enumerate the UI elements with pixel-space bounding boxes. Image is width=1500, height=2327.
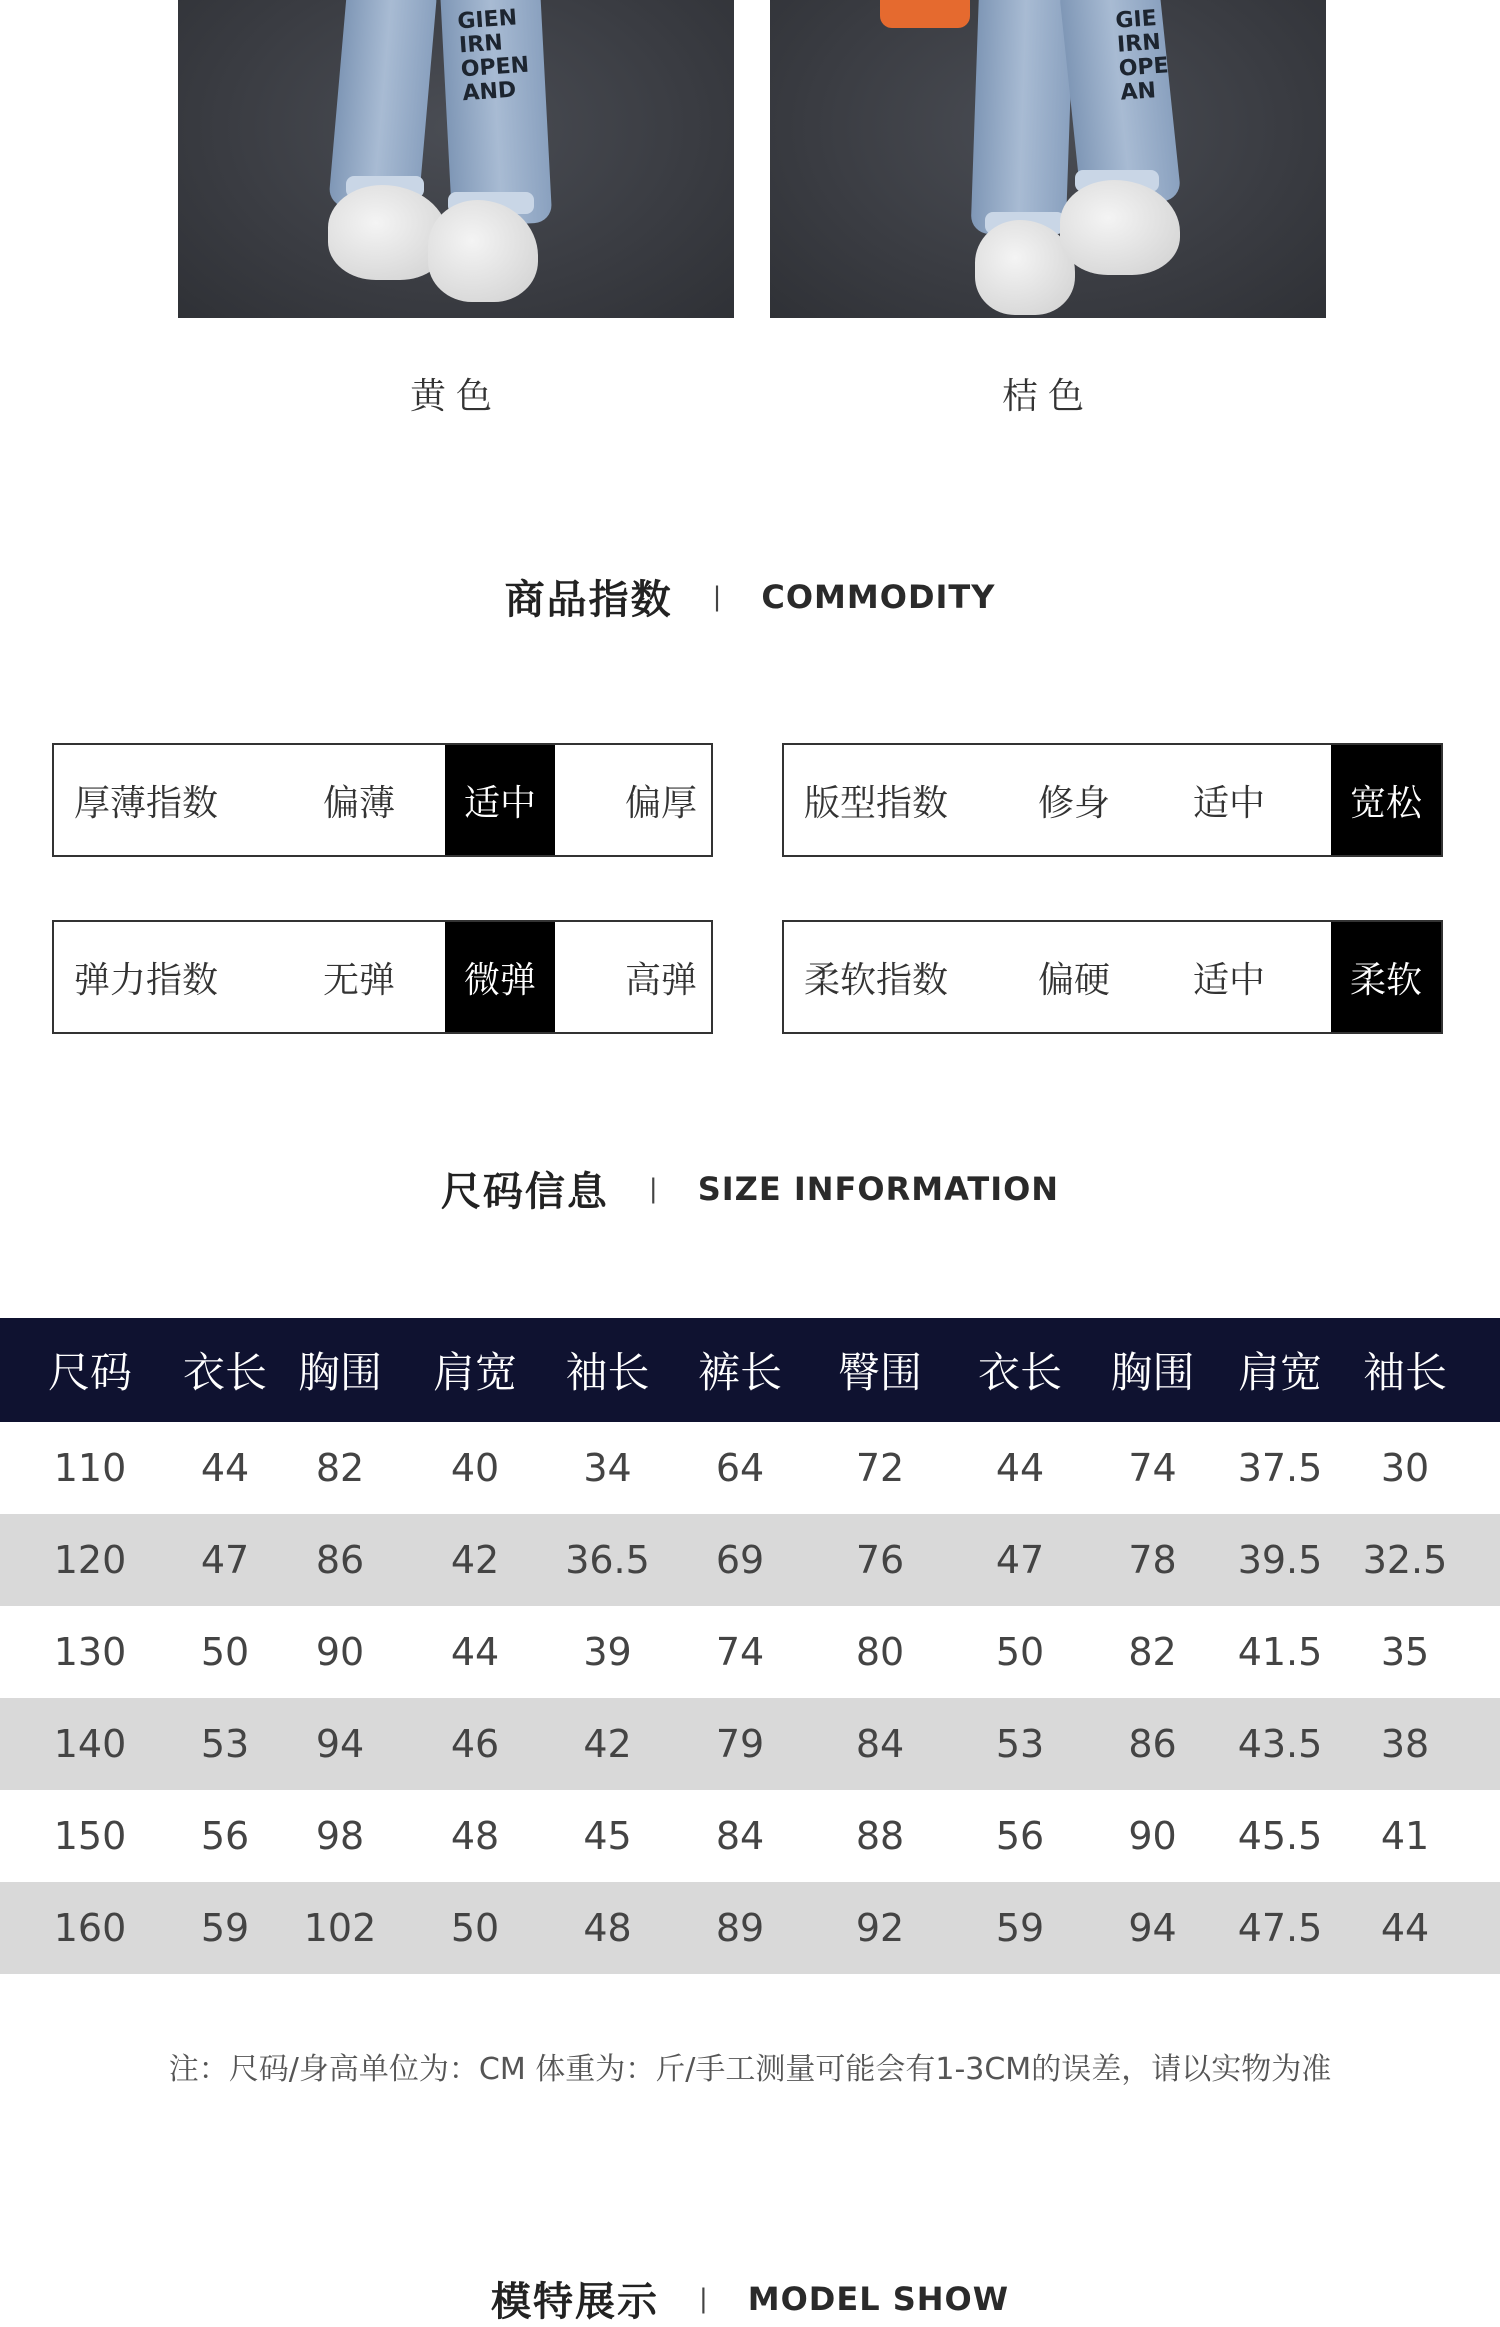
table-cell: 50 [995, 1630, 1045, 1674]
index-option-selected: 微弹 [445, 922, 555, 1032]
table-cell: 78 [1128, 1538, 1177, 1582]
section-title-en: COMMODITY [761, 577, 996, 616]
table-row [0, 1882, 1500, 1974]
table-cell: 35 [1380, 1630, 1430, 1674]
table-cell: 82 [1128, 1630, 1177, 1674]
section-title-en: SIZE INFORMATION [697, 1169, 1060, 1208]
table-cell: 44 [450, 1630, 500, 1674]
table-cell: 45 [583, 1814, 632, 1858]
section-divider: | [648, 1173, 658, 1204]
table-row [0, 1606, 1500, 1698]
table-cell: 42 [583, 1722, 632, 1766]
model-section-title [0, 2270, 1500, 2327]
jeans-print-text: GIEN IRN OPEN AND [456, 5, 530, 107]
header-cell: 衣长 [977, 1348, 1062, 1397]
header-cell: 臀围 [837, 1348, 922, 1397]
table-cell: 32.5 [1362, 1538, 1448, 1582]
color-caption-orange: 桔色 [1001, 376, 1094, 417]
table-cell: 47 [200, 1538, 250, 1582]
table-row [0, 1422, 1500, 1514]
table-cell: 50 [200, 1630, 250, 1674]
index-option: 修身 [1037, 782, 1110, 824]
section-title-zh: 模特展示 [490, 2279, 659, 2325]
table-cell: 41 [1380, 1814, 1430, 1858]
size-section-title [0, 1160, 1500, 1217]
table-cell: 89 [715, 1906, 765, 1950]
header-cell: 裤长 [697, 1348, 782, 1397]
table-cell: 59 [200, 1906, 250, 1950]
header-cell: 衣长 [182, 1348, 267, 1397]
table-cell: 94 [315, 1722, 365, 1766]
header-cell: 袖长 [565, 1348, 650, 1397]
table-cell: 56 [200, 1814, 250, 1858]
index-thickness [52, 743, 713, 857]
table-row [0, 1514, 1500, 1606]
table-cell: 140 [53, 1722, 127, 1766]
table-row [0, 1698, 1500, 1790]
size-table-header [0, 1318, 1500, 1422]
table-cell: 30 [1380, 1446, 1430, 1490]
table-cell: 92 [855, 1906, 905, 1950]
table-cell: 74 [1128, 1446, 1177, 1490]
index-label: 柔软指数 [804, 959, 949, 1001]
table-cell: 69 [715, 1538, 765, 1582]
table-cell: 94 [1128, 1906, 1177, 1950]
table-cell: 36.5 [565, 1538, 650, 1582]
size-note: 注：尺码/身高单位为：CM 体重为：斤/手工测量可能会有1-3CM的误差，请以实物为准 [168, 2052, 1332, 2087]
table-cell: 59 [995, 1906, 1045, 1950]
table-cell: 37.5 [1237, 1446, 1323, 1490]
table-cell: 84 [855, 1722, 905, 1766]
table-cell: 39.5 [1237, 1538, 1323, 1582]
color-caption-yellow: 黄色 [409, 376, 502, 417]
table-cell: 43.5 [1237, 1722, 1323, 1766]
index-option: 适中 [1192, 782, 1265, 824]
table-cell: 41.5 [1237, 1630, 1323, 1674]
header-cell: 尺码 [47, 1348, 132, 1397]
jeans-print-text: GIE IRN OPE AN [1114, 5, 1170, 106]
section-title-en: MODEL SHOW [747, 2279, 1010, 2318]
index-option-selected: 适中 [445, 745, 555, 855]
table-cell: 56 [995, 1814, 1045, 1858]
header-cell: 肩宽 [1237, 1348, 1322, 1397]
table-cell: 44 [200, 1446, 250, 1490]
table-cell: 53 [995, 1722, 1045, 1766]
index-option: 高弹 [624, 959, 697, 1001]
table-cell: 72 [855, 1446, 905, 1490]
table-cell: 50 [450, 1906, 500, 1950]
table-cell: 48 [450, 1814, 500, 1858]
index-elasticity [52, 920, 713, 1034]
header-cell: 胸围 [297, 1348, 382, 1397]
table-cell: 90 [1128, 1814, 1177, 1858]
table-cell: 44 [1380, 1906, 1430, 1950]
table-cell: 160 [53, 1906, 127, 1950]
table-cell: 120 [53, 1538, 127, 1582]
table-cell: 44 [995, 1446, 1045, 1490]
table-row [0, 1790, 1500, 1882]
table-cell: 98 [315, 1814, 365, 1858]
index-label: 弹力指数 [74, 959, 219, 1001]
table-cell: 88 [855, 1814, 905, 1858]
product-photo-yellow [178, 0, 734, 318]
section-divider: | [712, 581, 722, 612]
index-option: 偏厚 [624, 782, 697, 824]
table-cell: 64 [715, 1446, 765, 1490]
table-cell: 47.5 [1237, 1906, 1323, 1950]
index-softness [782, 920, 1443, 1034]
index-option: 偏硬 [1037, 959, 1110, 1001]
table-cell: 110 [53, 1446, 127, 1490]
product-photo-orange [770, 0, 1326, 318]
index-option: 偏薄 [322, 782, 395, 824]
header-cell: 肩宽 [432, 1348, 517, 1397]
index-label: 厚薄指数 [74, 782, 219, 824]
index-fit [782, 743, 1443, 857]
index-option: 无弹 [322, 959, 395, 1001]
table-cell: 84 [715, 1814, 765, 1858]
table-cell: 90 [315, 1630, 365, 1674]
table-cell: 47 [995, 1538, 1045, 1582]
section-title-zh: 尺码信息 [440, 1169, 609, 1215]
header-cell: 袖长 [1362, 1348, 1447, 1397]
table-cell: 48 [583, 1906, 632, 1950]
index-option: 适中 [1192, 959, 1265, 1001]
table-cell: 45.5 [1237, 1814, 1323, 1858]
header-cell: 胸围 [1110, 1348, 1195, 1397]
section-divider: | [698, 2283, 708, 2314]
index-option-selected: 宽松 [1331, 745, 1441, 855]
table-cell: 150 [53, 1814, 127, 1858]
table-cell: 130 [53, 1630, 127, 1674]
table-cell: 53 [200, 1722, 250, 1766]
table-cell: 74 [715, 1630, 765, 1674]
table-cell: 40 [450, 1446, 500, 1490]
table-cell: 86 [1128, 1722, 1177, 1766]
section-title-zh: 商品指数 [504, 577, 673, 623]
table-cell: 80 [855, 1630, 905, 1674]
table-cell: 39 [583, 1630, 632, 1674]
commodity-section-title [0, 568, 1500, 625]
index-label: 版型指数 [804, 782, 949, 824]
table-cell: 42 [450, 1538, 500, 1582]
table-cell: 102 [303, 1906, 377, 1950]
size-table [0, 1318, 1500, 1974]
table-cell: 86 [315, 1538, 365, 1582]
table-cell: 38 [1380, 1722, 1430, 1766]
table-cell: 82 [315, 1446, 365, 1490]
table-cell: 76 [855, 1538, 905, 1582]
table-cell: 46 [450, 1722, 500, 1766]
table-cell: 34 [583, 1446, 632, 1490]
index-option-selected: 柔软 [1331, 922, 1441, 1032]
table-cell: 79 [715, 1722, 765, 1766]
